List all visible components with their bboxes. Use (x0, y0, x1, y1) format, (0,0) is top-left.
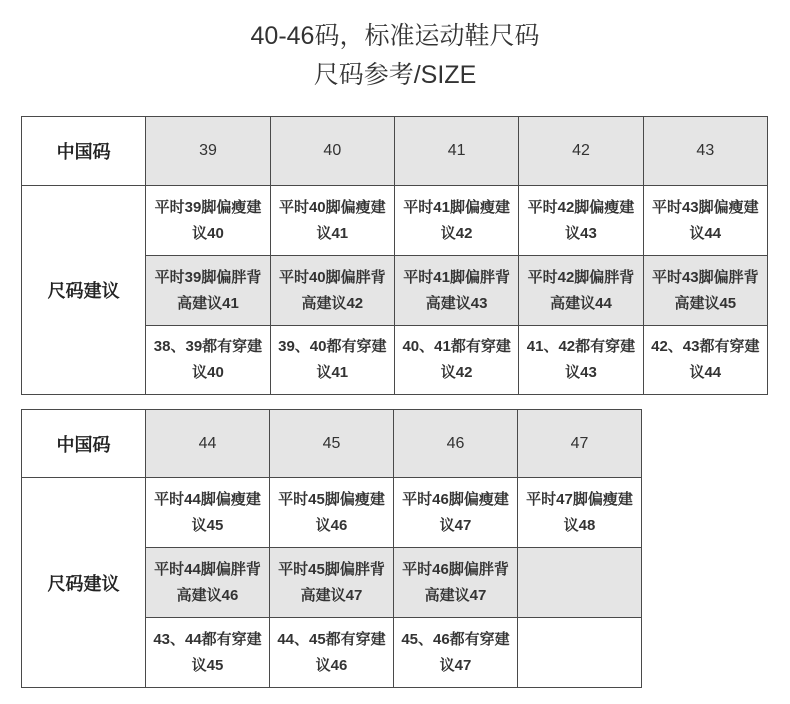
advice-text-slim-40: 平时40脚偏瘦建议41 (278, 198, 386, 242)
size-advice-label: 尺码建议 (22, 478, 146, 688)
advice-text-wide-40: 平时40脚偏胖背高建议42 (278, 268, 386, 312)
advice-cell-slim-45 (270, 478, 394, 548)
advice-cell-between-41 (394, 326, 518, 395)
advice-cell-between-42 (519, 326, 643, 395)
advice-text-between-41: 40、41都有穿建议42 (402, 338, 511, 381)
advice-cell-wide-43 (643, 256, 767, 326)
advice-cell-between-40 (270, 326, 394, 395)
advice-text-wide-43: 平时43脚偏胖背高建议45 (651, 268, 759, 312)
header-row (22, 117, 768, 186)
advice-cell-slim-40 (270, 186, 394, 256)
advice-cell-wide-42 (519, 256, 643, 326)
advice-cell-between-43 (643, 326, 767, 395)
advice-cell-between-45 (270, 618, 394, 688)
advice-text-between-45: 44、45都有穿建议46 (277, 630, 386, 674)
advice-text-wide-41: 平时41脚偏胖背高建议43 (403, 268, 510, 312)
advice-text-wide-45: 平时45脚偏胖背高建议47 (278, 560, 385, 604)
advice-text-slim-44: 平时44脚偏瘦建议45 (154, 490, 261, 534)
advice-cell-wide-46 (394, 548, 518, 618)
size-header-41: 41 (394, 117, 518, 186)
advice-cell-slim-47 (518, 478, 642, 548)
size-header-45: 45 (270, 410, 394, 478)
advice-text-wide-46: 平时46脚偏胖背高建议47 (402, 560, 509, 604)
advice-cell-wide-41 (394, 256, 518, 326)
china-size-header: 中国码 (22, 117, 146, 186)
advice-text-between-46: 45、46都有穿建议47 (401, 630, 510, 674)
advice-text-slim-43: 平时43脚偏瘦建议44 (651, 198, 759, 242)
advice-cell-wide-44 (146, 548, 270, 618)
size-advice-label: 尺码建议 (22, 186, 146, 395)
advice-text-between-43: 42、43都有穿建议44 (651, 338, 760, 381)
advice-cell-between-46 (394, 618, 518, 688)
size-table-44-47 (21, 409, 642, 688)
advice-cell-wide-40 (270, 256, 394, 326)
empty-cell (518, 618, 642, 688)
advice-text-wide-44: 平时44脚偏胖背高建议46 (154, 560, 261, 604)
advice-text-slim-39: 平时39脚偏瘦建议40 (154, 198, 262, 242)
page-title: 40-46码，标准运动鞋尺码 (250, 22, 540, 50)
empty-cell (518, 548, 642, 618)
advice-text-wide-42: 平时42脚偏胖背高建议44 (527, 268, 635, 312)
header-row (22, 410, 642, 478)
size-header-47: 47 (518, 410, 642, 478)
page-subtitle: 尺码参考/SIZE (313, 61, 477, 89)
advice-text-between-39: 38、39都有穿建议40 (153, 338, 263, 381)
slim-feet-row (22, 478, 642, 548)
advice-cell-slim-46 (394, 478, 518, 548)
advice-cell-slim-39 (146, 186, 270, 256)
advice-text-slim-45: 平时45脚偏瘦建议46 (278, 490, 385, 534)
size-header-42: 42 (519, 117, 643, 186)
advice-cell-slim-41 (394, 186, 518, 256)
advice-text-slim-46: 平时46脚偏瘦建议47 (402, 490, 509, 534)
size-header-40: 40 (270, 117, 394, 186)
advice-text-between-42: 41、42都有穿建议43 (526, 338, 636, 381)
advice-cell-slim-42 (519, 186, 643, 256)
china-size-header: 中国码 (22, 410, 146, 478)
advice-cell-between-44 (146, 618, 270, 688)
advice-text-slim-47: 平时47脚偏瘦建议48 (526, 490, 633, 534)
advice-text-between-44: 43、44都有穿建议45 (153, 630, 262, 674)
size-header-39: 39 (146, 117, 270, 186)
advice-text-between-40: 39、40都有穿建议41 (278, 338, 387, 381)
advice-text-slim-41: 平时41脚偏瘦建议42 (403, 198, 510, 242)
size-header-46: 46 (394, 410, 518, 478)
size-header-43: 43 (643, 117, 767, 186)
advice-cell-wide-45 (270, 548, 394, 618)
advice-cell-between-39 (146, 326, 270, 395)
size-header-44: 44 (146, 410, 270, 478)
advice-cell-slim-43 (643, 186, 767, 256)
advice-text-wide-39: 平时39脚偏胖背高建议41 (154, 268, 262, 312)
advice-cell-slim-44 (146, 478, 270, 548)
advice-text-slim-42: 平时42脚偏瘦建议43 (527, 198, 635, 242)
size-table-39-43 (21, 116, 768, 395)
advice-cell-wide-39 (146, 256, 270, 326)
slim-feet-row (22, 186, 768, 256)
